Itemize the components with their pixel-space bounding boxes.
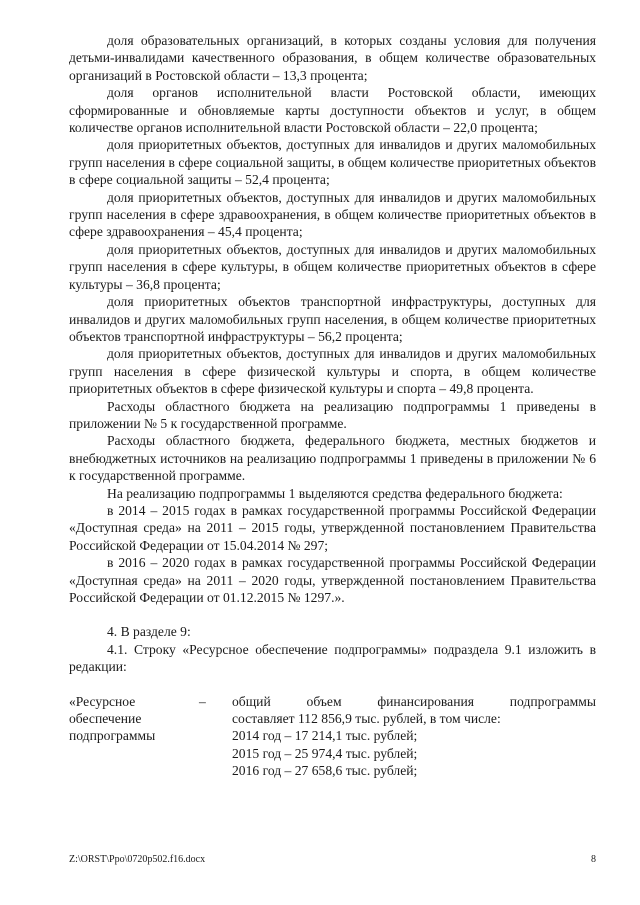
paragraph-2014-2015: в 2014 – 2015 годах в рамках государственной программы Российской Федерации «Доступная среда» на 2011 – 2015 годы, утвержденной постановлением Правительства Российской Федерации от 15.04.2014 № 297; bbox=[69, 502, 596, 553]
section-heading: 4. В разделе 9: bbox=[107, 624, 191, 640]
paragraph-education: доля образовательных организаций, в которых созданы условия для получения детьми-инвалидами качественного образования, в общем количестве образовательных организаций в Ростовской области – 13,3 процента; bbox=[69, 33, 596, 83]
resource-label-line: «Ресурсное bbox=[69, 693, 136, 709]
paragraph-sport: доля приоритетных объектов, доступных для инвалидов и других маломобильных групп населения в сфере физической культуры и спорта, в общем количестве приоритетных объектов в сфере физической культуры и спорта – 49,8 процента. bbox=[69, 346, 596, 397]
footer-file-path: Z:\ORST\Ppo\0720p502.f16.docx bbox=[69, 854, 206, 865]
paragraph-federal-funds: На реализацию подпрограммы 1 выделяются средства федерального бюджета: bbox=[107, 485, 563, 501]
document-page bbox=[69, 32, 596, 780]
resource-label bbox=[69, 693, 199, 780]
footer-page-number: 8 bbox=[591, 854, 596, 865]
paragraph-healthcare: доля приоритетных объектов, доступных для инвалидов и других маломобильных групп населения в сфере здравоохранения, в общем количестве приоритетных объектов в сфере здравоохранения – 45,4 процента; bbox=[69, 189, 596, 240]
resource-row bbox=[69, 693, 596, 780]
paragraph-transport: доля приоритетных объектов транспортной инфраструктуры, доступных для инвалидов и других маломобильных групп населения, в общем количестве приоритетных объектов транспортной инфраструктуры – 56,2 процента; bbox=[69, 294, 596, 344]
section-item: 4.1. Строку «Ресурсное обеспечение подпрограммы» подраздела 9.1 изложить в редакции: bbox=[69, 641, 596, 675]
resource-label-line: подпрограммы bbox=[69, 728, 156, 744]
paragraph-2016-2020: в 2016 – 2020 годах в рамках государственной программы Российской Федерации «Доступная среда» на 2011 – 2020 годы, утвержденной постановлением Правительства Российской Федерации от 01.12.2015 № 1297.». bbox=[69, 555, 596, 605]
paragraph-culture: доля приоритетных объектов, доступных для инвалидов и других маломобильных групп населения в сфере культуры, в общем количестве приоритетных объектов в сфере культуры – 36,8 процента; bbox=[69, 241, 596, 292]
resource-value-line: составляет 112 856,9 тыс. рублей, в том числе: bbox=[232, 711, 501, 727]
paragraph-regional-budget: Расходы областного бюджета на реализацию подпрограммы 1 приведены в приложении № 5 к государственной программе. bbox=[69, 398, 596, 431]
section-gap bbox=[69, 606, 596, 623]
paragraph-all-budgets: Расходы областного бюджета, федерального бюджета, местных бюджетов и внебюджетных источников на реализацию подпрограммы 1 приведены в приложении № 6 к государственной программе. bbox=[69, 433, 596, 484]
resource-value-line: общий объем финансирования подпрограммы bbox=[232, 693, 596, 709]
resource-value bbox=[232, 693, 596, 780]
resource-value-line: 2016 год – 27 658,6 тыс. рублей; bbox=[232, 763, 418, 779]
paragraph-social-protection: доля приоритетных объектов, доступных для инвалидов и других маломобильных групп населения в сфере социальной защиты, в общем количестве приоритетных объектов в сфере социальной защиты – 52,4 процента; bbox=[69, 137, 597, 188]
page-footer bbox=[69, 854, 596, 866]
resource-value-line: 2015 год – 25 974,4 тыс. рублей; bbox=[232, 745, 418, 761]
resource-value-line: 2014 год – 17 214,1 тыс. рублей; bbox=[232, 728, 418, 744]
paragraph-executive-bodies: доля органов исполнительной власти Ростовской области, имеющих сформированные и обновляемые карты доступности объектов и услуг, в общем количестве органов исполнительной власти Ростовской области – 22,0 процента; bbox=[69, 85, 596, 136]
resource-dash: – bbox=[199, 693, 206, 709]
table-gap bbox=[69, 676, 596, 693]
resource-label-line: обеспечение bbox=[69, 711, 142, 727]
